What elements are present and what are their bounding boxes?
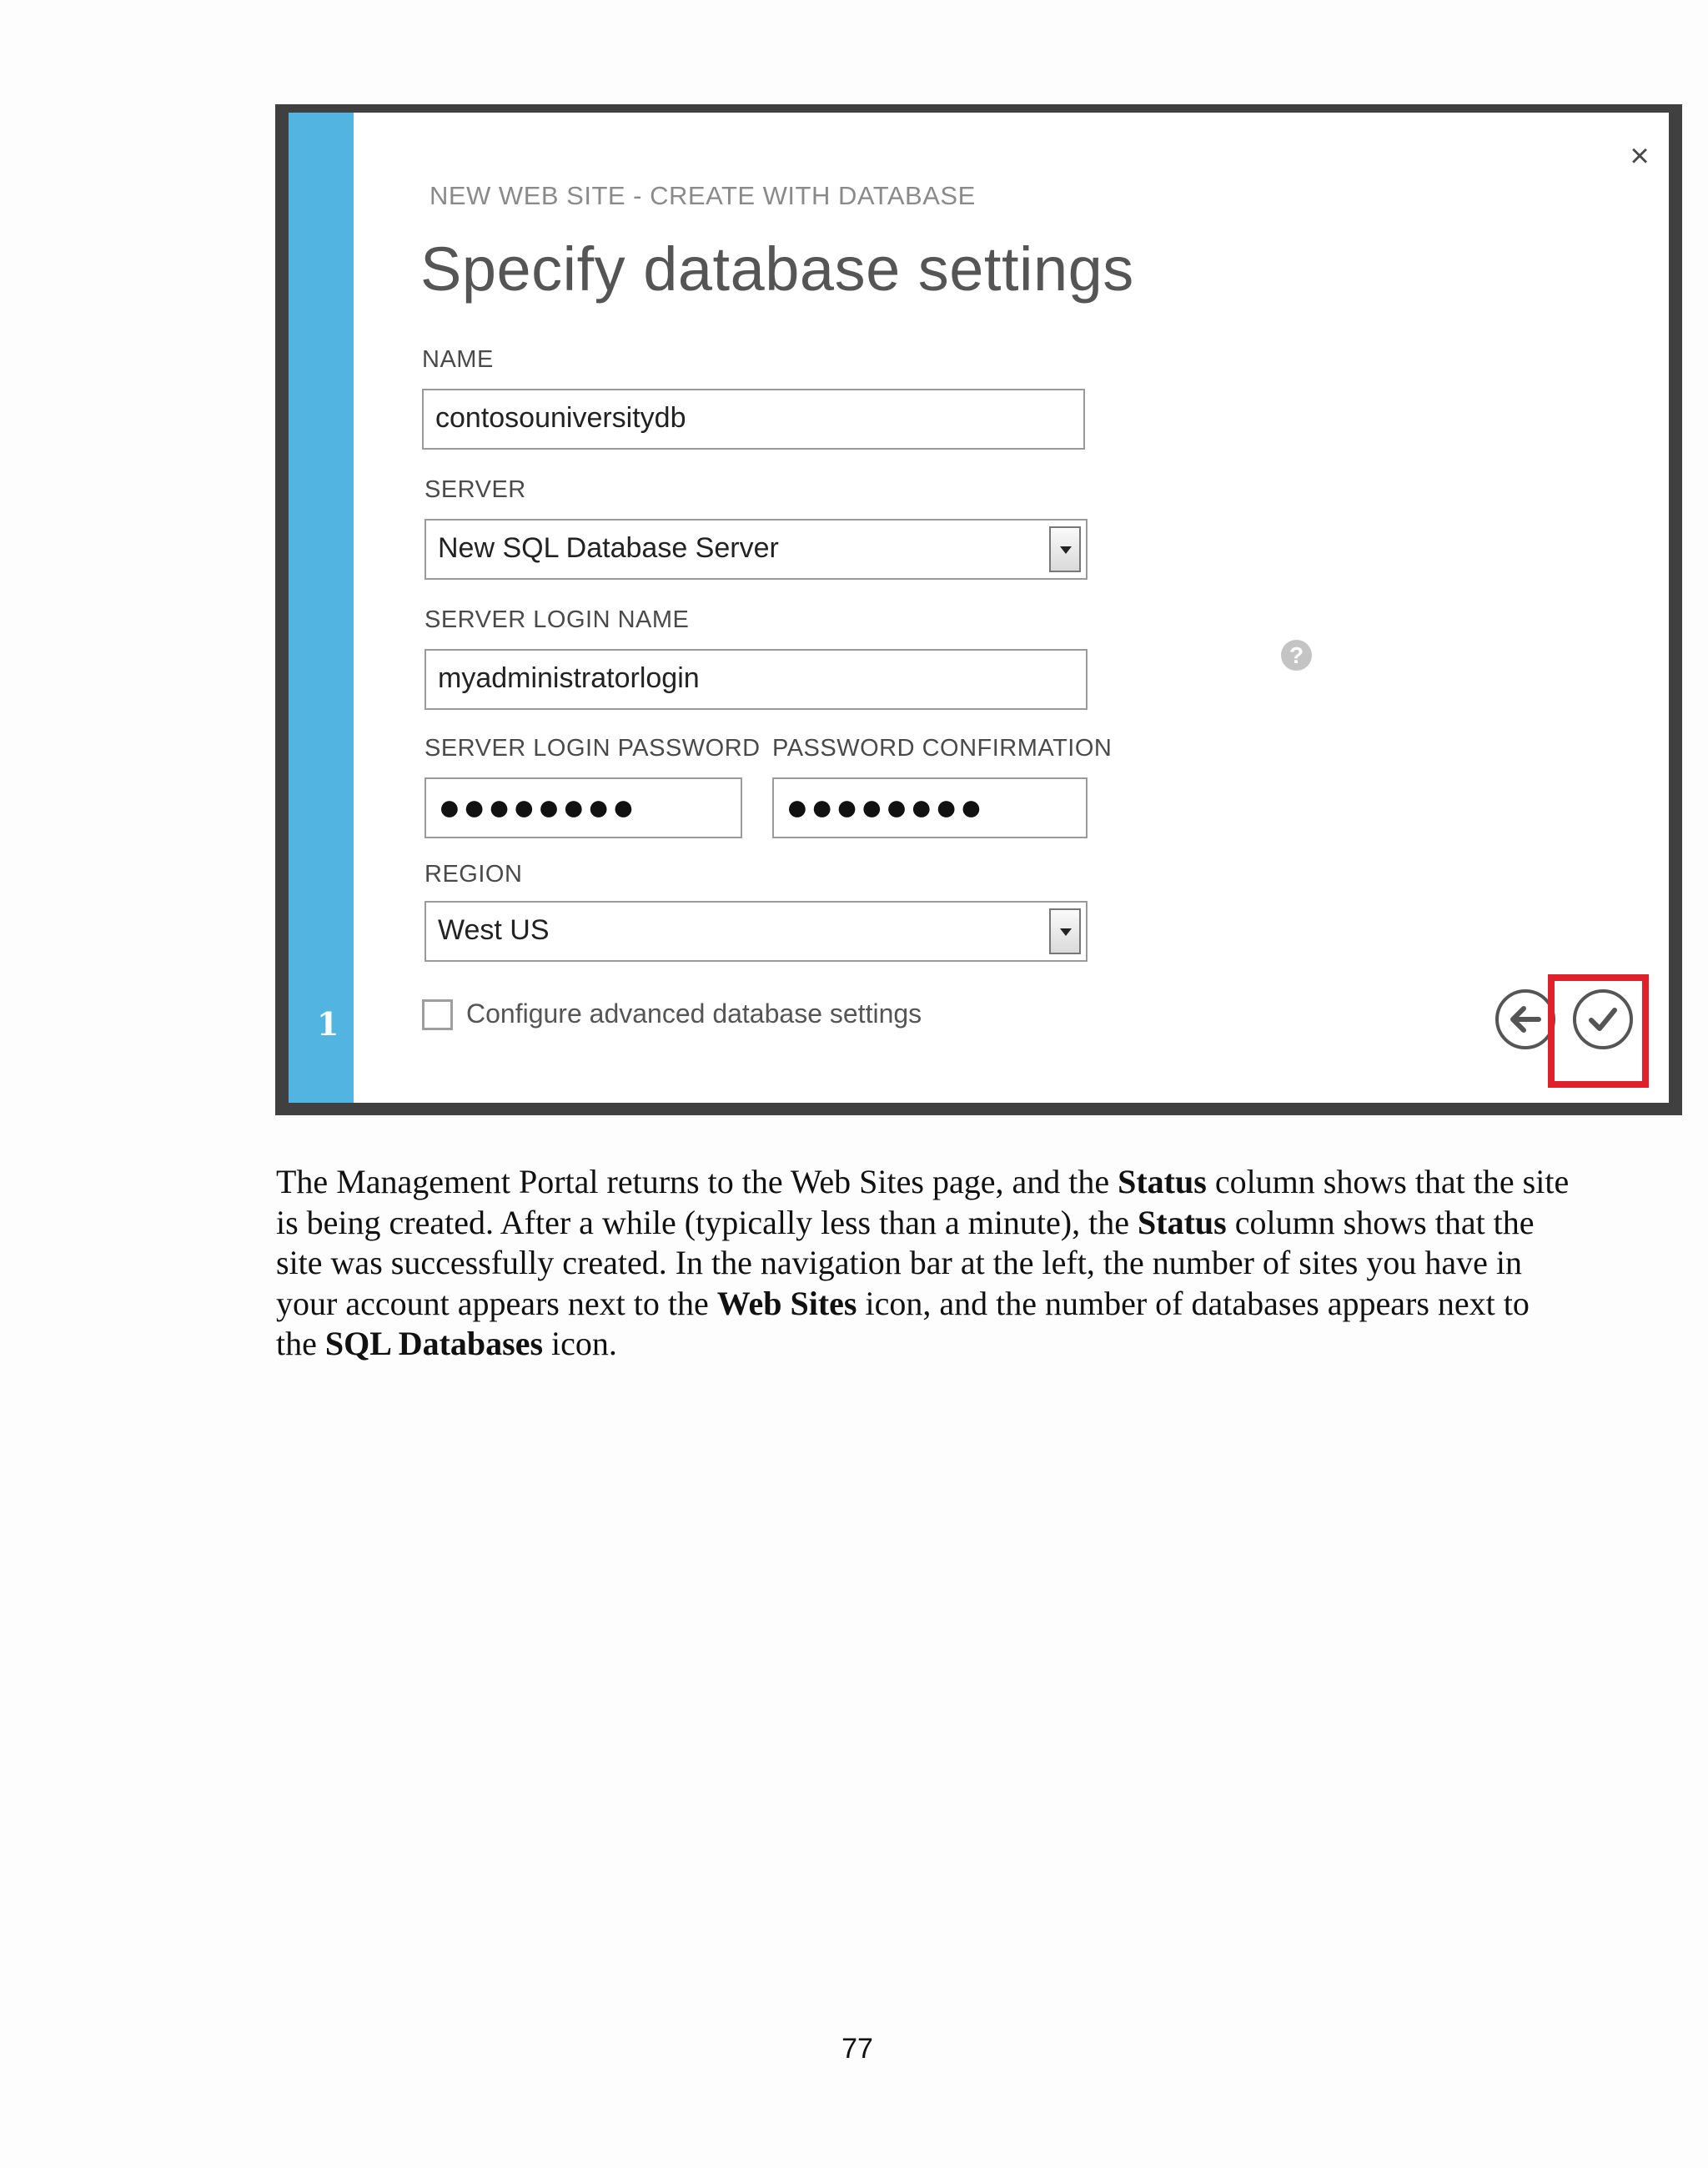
region-select[interactable]: [424, 901, 1088, 962]
password-label: SERVER LOGIN PASSWORD: [424, 735, 761, 762]
name-value: contosouniversitydb: [435, 402, 686, 434]
region-value: West US: [438, 914, 550, 946]
dialog-panel: [354, 113, 1669, 1103]
text-run: icon.: [543, 1325, 617, 1362]
bold-status: Status: [1118, 1163, 1207, 1200]
region-label: REGION: [424, 861, 523, 888]
bold-sql-databases: SQL Databases: [324, 1325, 544, 1362]
name-input[interactable]: [422, 389, 1085, 450]
password-value: ●●●●●●●●: [438, 785, 637, 828]
login-label: SERVER LOGIN NAME: [424, 606, 690, 633]
help-icon[interactable]: ?: [1281, 640, 1312, 671]
password-input[interactable]: [424, 777, 742, 838]
server-value: New SQL Database Server: [438, 532, 779, 564]
confirm-value: ●●●●●●●●: [786, 785, 985, 828]
close-icon[interactable]: ×: [1630, 138, 1650, 174]
server-select[interactable]: [424, 519, 1088, 580]
body-paragraph: [276, 1162, 1577, 1365]
wizard-step-stripe: [289, 113, 354, 1103]
chevron-down-icon[interactable]: [1049, 908, 1081, 954]
bold-status: Status: [1138, 1203, 1227, 1241]
advanced-settings-label: Configure advanced database settings: [466, 998, 922, 1029]
step-number: 1: [317, 1005, 339, 1043]
login-value: myadministratorlogin: [438, 662, 700, 694]
confirm-label: PASSWORD CONFIRMATION: [772, 735, 1113, 762]
bold-web-sites: Web Sites: [716, 1284, 857, 1322]
dialog-screenshot: [275, 104, 1682, 1115]
text-run: column shows that the site was successfully created. In the navigation bar at the left, the number of sites you have in your account appears next to the: [276, 1203, 1535, 1322]
login-input[interactable]: [424, 649, 1088, 710]
confirm-input[interactable]: [772, 777, 1088, 838]
page-number: 77: [841, 2033, 873, 2065]
highlight-box: [1548, 974, 1649, 1088]
chevron-down-icon[interactable]: [1049, 526, 1081, 572]
text-run: The Management Portal returns to the Web Sites page, and the: [276, 1163, 1118, 1200]
text-run: column shows that the site is being created. After a while (typically less than a minute), the: [276, 1163, 1570, 1241]
name-label: NAME: [422, 346, 494, 373]
breadcrumb: NEW WEB SITE - CREATE WITH DATABASE: [430, 181, 976, 210]
server-label: SERVER: [424, 476, 526, 503]
arrow-left-icon: [1499, 993, 1552, 1046]
advanced-settings-checkbox[interactable]: [422, 999, 453, 1030]
page-title: Specify database settings: [420, 234, 1134, 304]
back-button[interactable]: [1495, 989, 1555, 1049]
text-run: icon, and the number of databases appears next to the: [276, 1284, 1530, 1362]
